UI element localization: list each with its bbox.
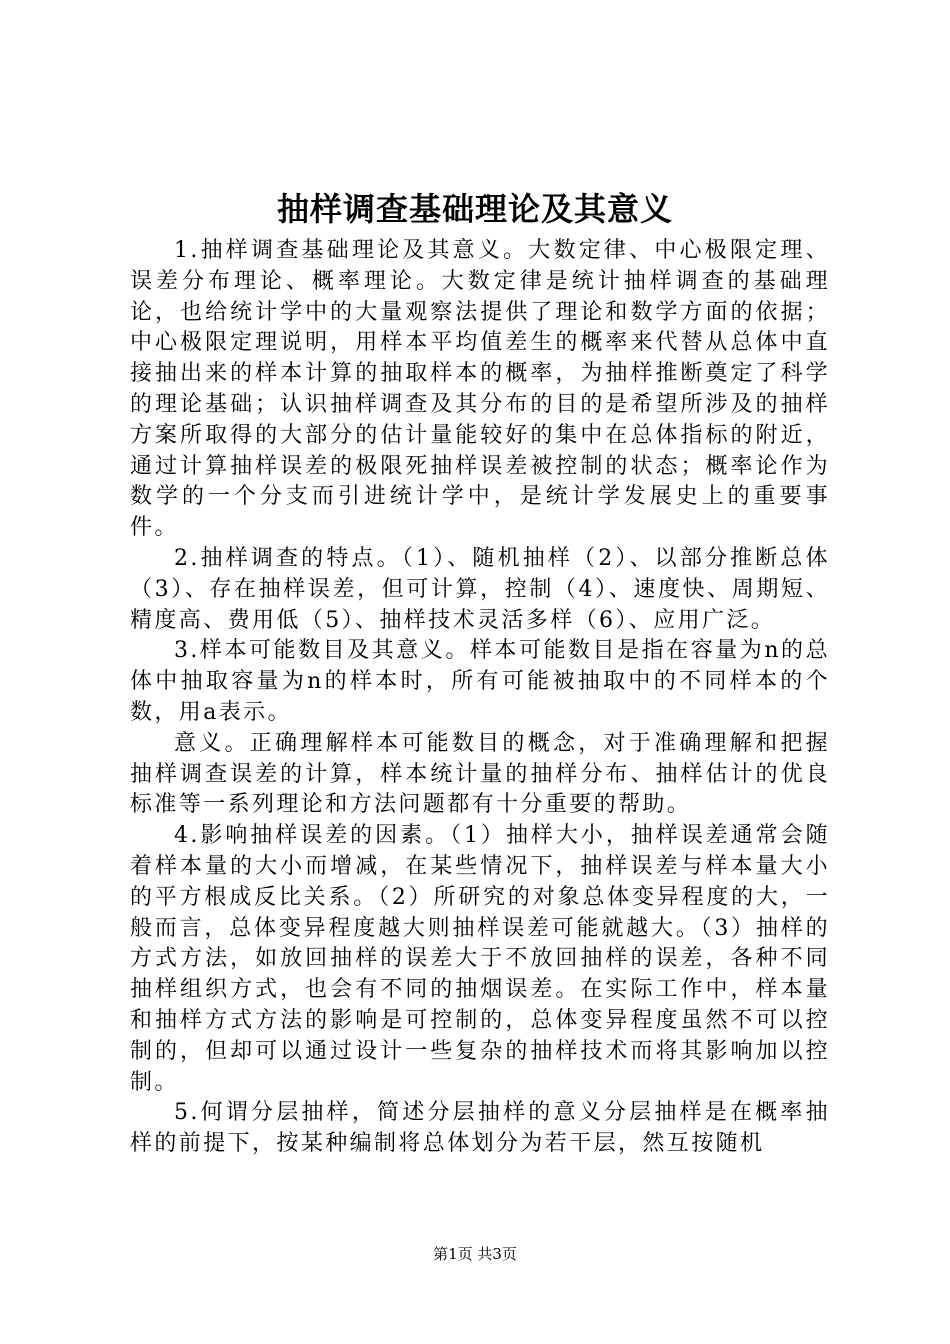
paragraph-5: 4.影响抽样误差的因素。（1）抽样大小，抽样误差通常会随着样本量的大小而增减，在某些情况下，抽样误差与样本量大小的平方根成反比关系。（2）所研究的对象总体变异程度的大，一般而言，总体变异程度越大则抽样误差可能就越大。（3）抽样的方式方法，如放回抽样的误差大于不放回抽样的误差，各种不同抽样组织方式，也会有不同的抽烟误差。在实际工作中，样本量和抽样方式方法的影响是可控制的，总体变异程度虽然不可以控制的，但却可以通过设计一些复杂的抽样技术而将其影响加以控制。	[130, 823, 830, 1095]
page-footer: 第1页 共3页	[433, 1245, 517, 1263]
document-body	[130, 236, 830, 1160]
paragraph-2: 2.抽样调查的特点。（1）、随机抽样（2）、以部分推断总体（3）、存在抽样误差，但可计算，控制（4）、速度快、周期短、精度高、费用低（5）、抽样技术灵活多样（6）、应用广泛。	[130, 545, 830, 633]
paragraph-3: 3.样本可能数目及其意义。样本可能数目是指在容量为n的总体中抽取容量为n的样本时，所有可能被抽取中的不同样本的个数，用a表示。	[130, 638, 830, 725]
paragraph-4: 意义。正确理解样本可能数目的概念，对于准确理解和把握抽样调查误差的计算，样本统计量的抽样分布、抽样估计的优良标准等一系列理论和方法问题都有十分重要的帮助。	[130, 730, 830, 818]
document-title: 抽样调查基础理论及其意义	[276, 190, 673, 228]
paragraph-6: 5.何谓分层抽样，简述分层抽样的意义分层抽样是在概率抽样的前提下，按某种编制将总体划分为若干层，然互按随机	[130, 1100, 830, 1157]
paragraph-1: 1.抽样调查基础理论及其意义。大数定律、中心极限定理、误差分布理论、概率理论。大数定律是统计抽样调查的基础理论，也给统计学中的大量观察法提供了理论和数学方面的依据；中心极限定理说明，用样本平均值差生的概率来代替从总体中直接抽出来的样本计算的抽取样本的概率，为抽样推断奠定了科学的理论基础；认识抽样调查及其分布的目的是希望所涉及的抽样方案所取得的大部分的估计量能较好的集中在总体指标的附近，通过计算抽样误差的极限死抽样误差被控制的状态；概率论作为数学的一个分支而引进统计学中，是统计学发展史上的重要事件。	[130, 238, 830, 541]
